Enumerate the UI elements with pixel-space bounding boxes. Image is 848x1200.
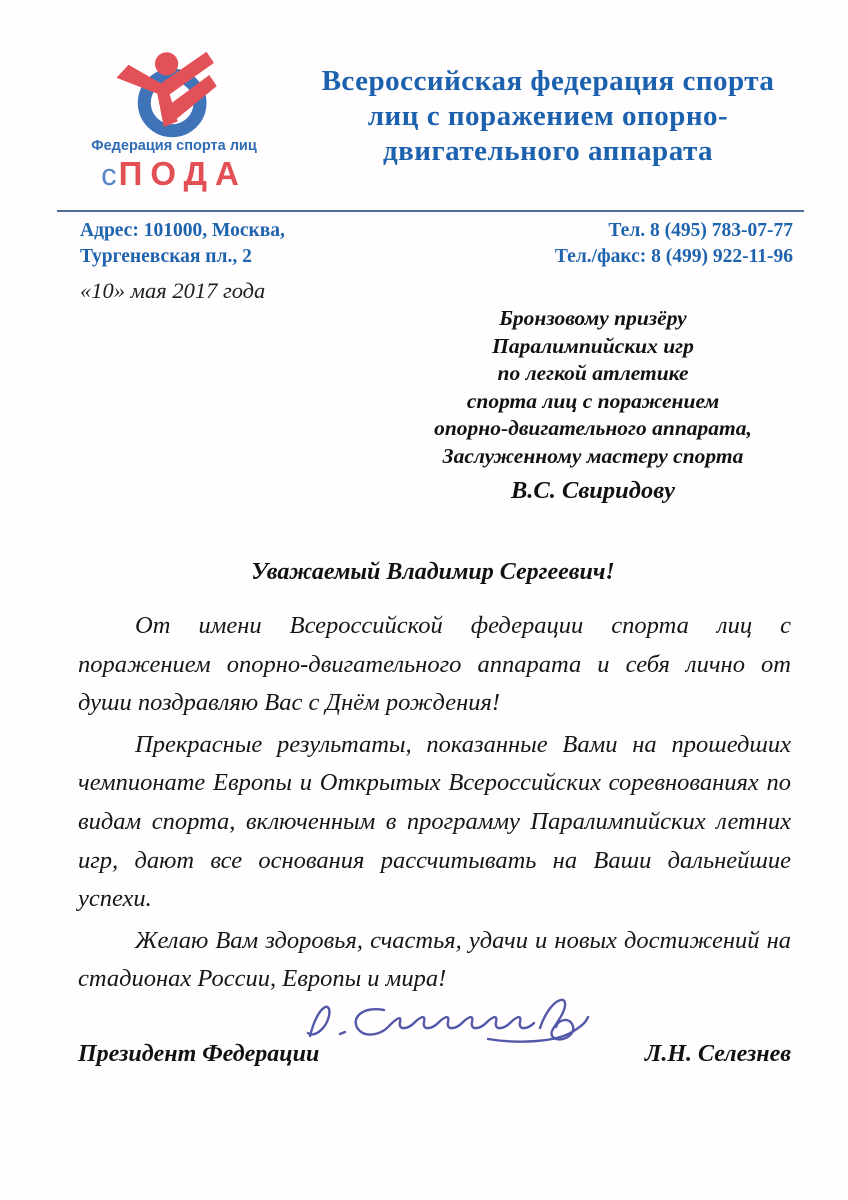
signoff-row bbox=[78, 1041, 791, 1068]
organization-title-line: Всероссийская федерация спорта bbox=[321, 65, 775, 97]
organization-title-line: двигательного аппарата bbox=[382, 135, 714, 167]
body-paragraph: Прекрасные результаты, показанные Вами на прошедших чемпионате Европы и Открытых Всероссийских соревнованиях по видам спорта, включенным в программу Паралимпийских летних игр, дают все основания рассчитывать на Ваши дальнейшие успехи. bbox=[78, 730, 791, 913]
body-paragraph: От имени Всероссийской федерации спорта лиц с поражением опорно-двигательного аппарата и себя лично от души поздравляю Вас с Днём рождения! bbox=[78, 612, 791, 717]
recipient-line: Заслуженному мастеру спорта bbox=[442, 443, 744, 468]
logo-acronym-prefix: с bbox=[101, 157, 117, 192]
signoff-title: Президент Федерации bbox=[78, 1041, 320, 1067]
recipient-line: Паралимпийских игр bbox=[492, 333, 694, 358]
body-paragraph: Желаю Вам здоровья, счастья, удачи и новых достижений на стадионах России, Европы и мира! bbox=[78, 926, 791, 993]
signoff-name: Л.Н. Селезнев bbox=[644, 1041, 791, 1067]
address-line: Адрес: 101000, Москва, bbox=[80, 220, 285, 241]
federation-logo bbox=[88, 36, 260, 193]
phone-block bbox=[440, 218, 793, 270]
address-line: Тургеневская пл., 2 bbox=[80, 246, 252, 267]
letter-date: «10» мая 2017 года bbox=[80, 278, 266, 303]
letterhead-divider bbox=[57, 210, 804, 212]
phone-line: Тел./факс: 8 (499) 922-11-96 bbox=[554, 246, 793, 267]
recipient-line: Бронзовому призёру bbox=[499, 306, 687, 330]
recipient-name: В.С. Свиридову bbox=[510, 477, 676, 504]
recipient-line: спорта лиц с поражением bbox=[466, 388, 720, 413]
organization-title bbox=[278, 64, 818, 169]
logo-acronym bbox=[88, 155, 260, 193]
salutation: Уважаемый Владимир Сергеевич! bbox=[251, 559, 615, 585]
address-block bbox=[80, 218, 285, 270]
logo-acronym-main: ПОДА bbox=[118, 155, 247, 192]
recipient-line: опорно-двигательного аппарата, bbox=[434, 416, 752, 440]
federation-emblem-icon bbox=[99, 36, 249, 140]
phone-line: Тел. 8 (495) 783-07-77 bbox=[608, 220, 793, 241]
recipient-block bbox=[420, 305, 766, 505]
logo-caption: Федерация спорта лиц bbox=[91, 138, 257, 154]
letter-body bbox=[78, 607, 791, 1002]
organization-title-line: лиц с поражением опорно- bbox=[367, 100, 729, 132]
recipient-line: по легкой атлетике bbox=[497, 361, 689, 385]
